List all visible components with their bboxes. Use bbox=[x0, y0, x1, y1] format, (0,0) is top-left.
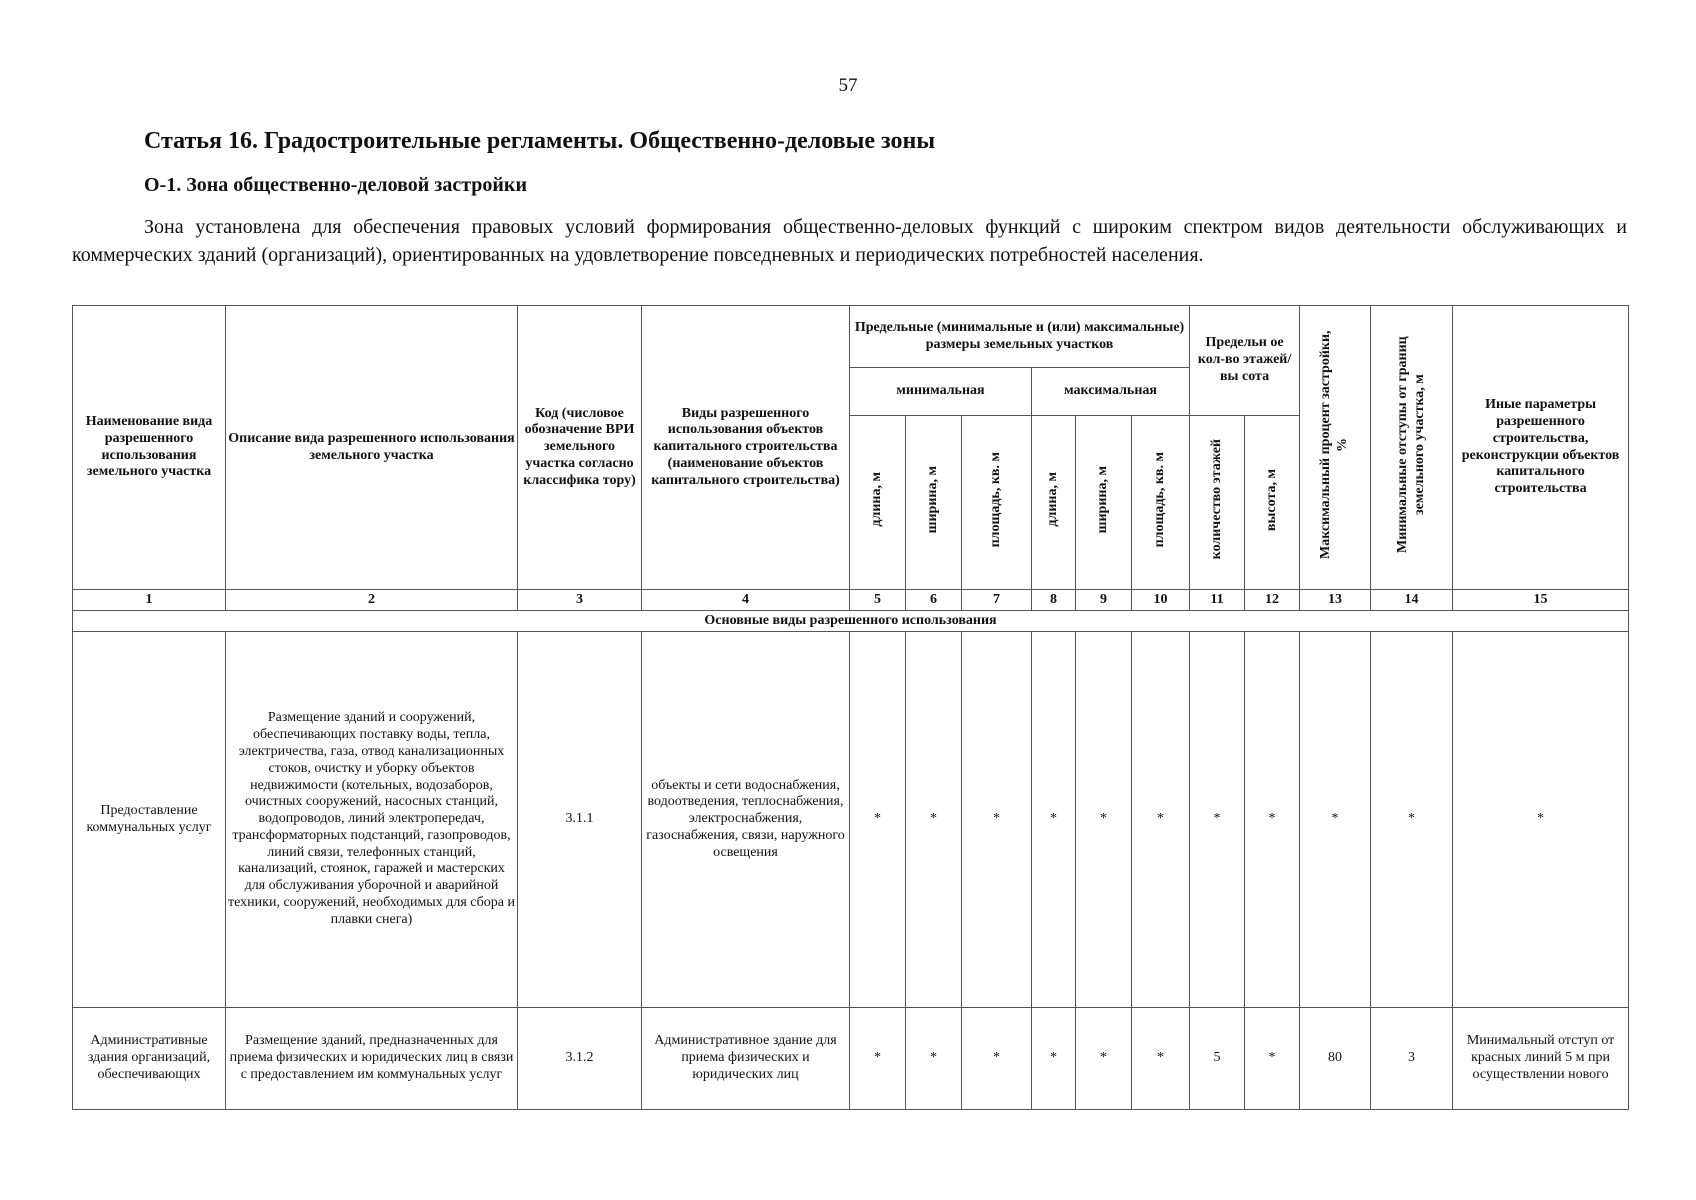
row-code: 3.1.1 bbox=[518, 632, 642, 1008]
zone-title: О-1. Зона общественно-деловой застройки bbox=[144, 174, 527, 196]
header-min-setback: Минимальные отступы от границ земельного участка, м bbox=[1371, 306, 1453, 590]
row-value: * bbox=[906, 632, 962, 1008]
row-value: Минимальный отступ от красных линий 5 м при осуществлении нового bbox=[1453, 1008, 1629, 1110]
column-number: 10 bbox=[1132, 590, 1190, 611]
row-value: 3 bbox=[1371, 1008, 1453, 1110]
header-description: Описание вида разрешенного использования земельного участка bbox=[226, 306, 518, 590]
column-number: 13 bbox=[1300, 590, 1371, 611]
header-maximal: максимальная bbox=[1032, 368, 1190, 416]
row-value: * bbox=[1371, 632, 1453, 1008]
row-value: * bbox=[962, 1008, 1032, 1110]
row-description: Размещение зданий, предназначенных для приема физических и юридических лиц в связи с предоставлением им коммунальных услуг bbox=[226, 1008, 518, 1110]
column-number: 12 bbox=[1245, 590, 1300, 611]
header-minimal: минимальная bbox=[850, 368, 1032, 416]
article-title: Статья 16. Градостроительные регламенты. Общественно-деловые зоны bbox=[144, 128, 936, 154]
header-other-params: Иные параметры разрешенного строительства, реконструкции объектов капитального строительства bbox=[1453, 306, 1629, 590]
row-value: * bbox=[850, 1008, 906, 1110]
column-number-row bbox=[73, 590, 1629, 611]
column-number: 5 bbox=[850, 590, 906, 611]
row-value: * bbox=[1076, 1008, 1132, 1110]
header-name: Наименование вида разрешенного использования земельного участка bbox=[73, 306, 226, 590]
page-number: 57 bbox=[838, 75, 858, 96]
header-max-width: ширина, м bbox=[1076, 416, 1132, 590]
row-value: * bbox=[1076, 632, 1132, 1008]
header-objects: Виды разрешенного использования объектов капитального строительства (наименование объектов капитального строительства) bbox=[642, 306, 850, 590]
row-value: * bbox=[1032, 632, 1076, 1008]
row-value: * bbox=[906, 1008, 962, 1110]
row-objects: Административное здание для приема физических и юридических лиц bbox=[642, 1008, 850, 1110]
row-name: Предоставление коммунальных услуг bbox=[73, 632, 226, 1008]
row-value: * bbox=[1245, 1008, 1300, 1110]
header-max-area: площадь, кв. м bbox=[1132, 416, 1190, 590]
header-height: высота, м bbox=[1245, 416, 1300, 590]
row-value: * bbox=[962, 632, 1032, 1008]
regulations-table bbox=[72, 305, 1629, 1110]
header-floors: количество этажей bbox=[1190, 416, 1245, 590]
row-value: * bbox=[1132, 1008, 1190, 1110]
header-max-length: длина, м bbox=[1032, 416, 1076, 590]
row-value: * bbox=[1132, 632, 1190, 1008]
row-name: Административные здания организаций, обеспечивающих bbox=[73, 1008, 226, 1110]
row-value: * bbox=[850, 632, 906, 1008]
header-min-width: ширина, м bbox=[906, 416, 962, 590]
row-value: 80 bbox=[1300, 1008, 1371, 1110]
header-min-area: площадь, кв. м bbox=[962, 416, 1032, 590]
header-min-length: длина, м bbox=[850, 416, 906, 590]
header-floors-group: Предельн ое кол-во этажей/вы сота bbox=[1190, 306, 1300, 416]
column-number: 1 bbox=[73, 590, 226, 611]
table-row bbox=[73, 632, 1629, 1008]
row-value: 5 bbox=[1190, 1008, 1245, 1110]
column-number: 6 bbox=[906, 590, 962, 611]
row-description: Размещение зданий и сооружений, обеспечивающих поставку воды, тепла, электричества, газа, отвод канализационных стоков, очистку и уборку объектов недвижимости (котельных, водозаборов, очистных сооружений, насосных станций, водопроводов, линий электропередач, трансформаторных подстанций, газопроводов, линий связи, телефонных станций, канализаций, стоянок, гаражей и мастерских для обслуживания уборочной и аварийной техники, сооружений, необходимых для сбора и плавки снега) bbox=[226, 632, 518, 1008]
column-number: 15 bbox=[1453, 590, 1629, 611]
column-number: 8 bbox=[1032, 590, 1076, 611]
header-plot-sizes: Предельные (минимальные и (или) максимальные) размеры земельных участков bbox=[850, 306, 1190, 368]
column-number: 2 bbox=[226, 590, 518, 611]
row-code: 3.1.2 bbox=[518, 1008, 642, 1110]
column-number: 9 bbox=[1076, 590, 1132, 611]
intro-paragraph: Зона установлена для обеспечения правовых условий формирования общественно-деловых функций с широким спектром видов деятельности обслуживающих и коммерческих зданий (организаций), ориентированных на удовлетворение повседневных и периодических потребностей населения. bbox=[72, 216, 1627, 266]
row-value: * bbox=[1453, 632, 1629, 1008]
row-value: * bbox=[1300, 632, 1371, 1008]
row-value: * bbox=[1032, 1008, 1076, 1110]
row-value: * bbox=[1190, 632, 1245, 1008]
column-number: 11 bbox=[1190, 590, 1245, 611]
header-row-1 bbox=[73, 306, 1629, 368]
section-row bbox=[73, 611, 1629, 632]
column-number: 14 bbox=[1371, 590, 1453, 611]
row-value: * bbox=[1245, 632, 1300, 1008]
row-objects: объекты и сети водоснабжения, водоотведения, теплоснабжения, электроснабжения, газоснабжения, связи, наружного освещения bbox=[642, 632, 850, 1008]
table-row bbox=[73, 1008, 1629, 1110]
header-code: Код (числовое обозначение ВРИ земельного участка согласно классифика тору) bbox=[518, 306, 642, 590]
section-title: Основные виды разрешенного использования bbox=[73, 611, 1629, 632]
column-number: 4 bbox=[642, 590, 850, 611]
header-max-percent: Максимальный процент застройки, % bbox=[1300, 306, 1371, 590]
column-number: 7 bbox=[962, 590, 1032, 611]
column-number: 3 bbox=[518, 590, 642, 611]
